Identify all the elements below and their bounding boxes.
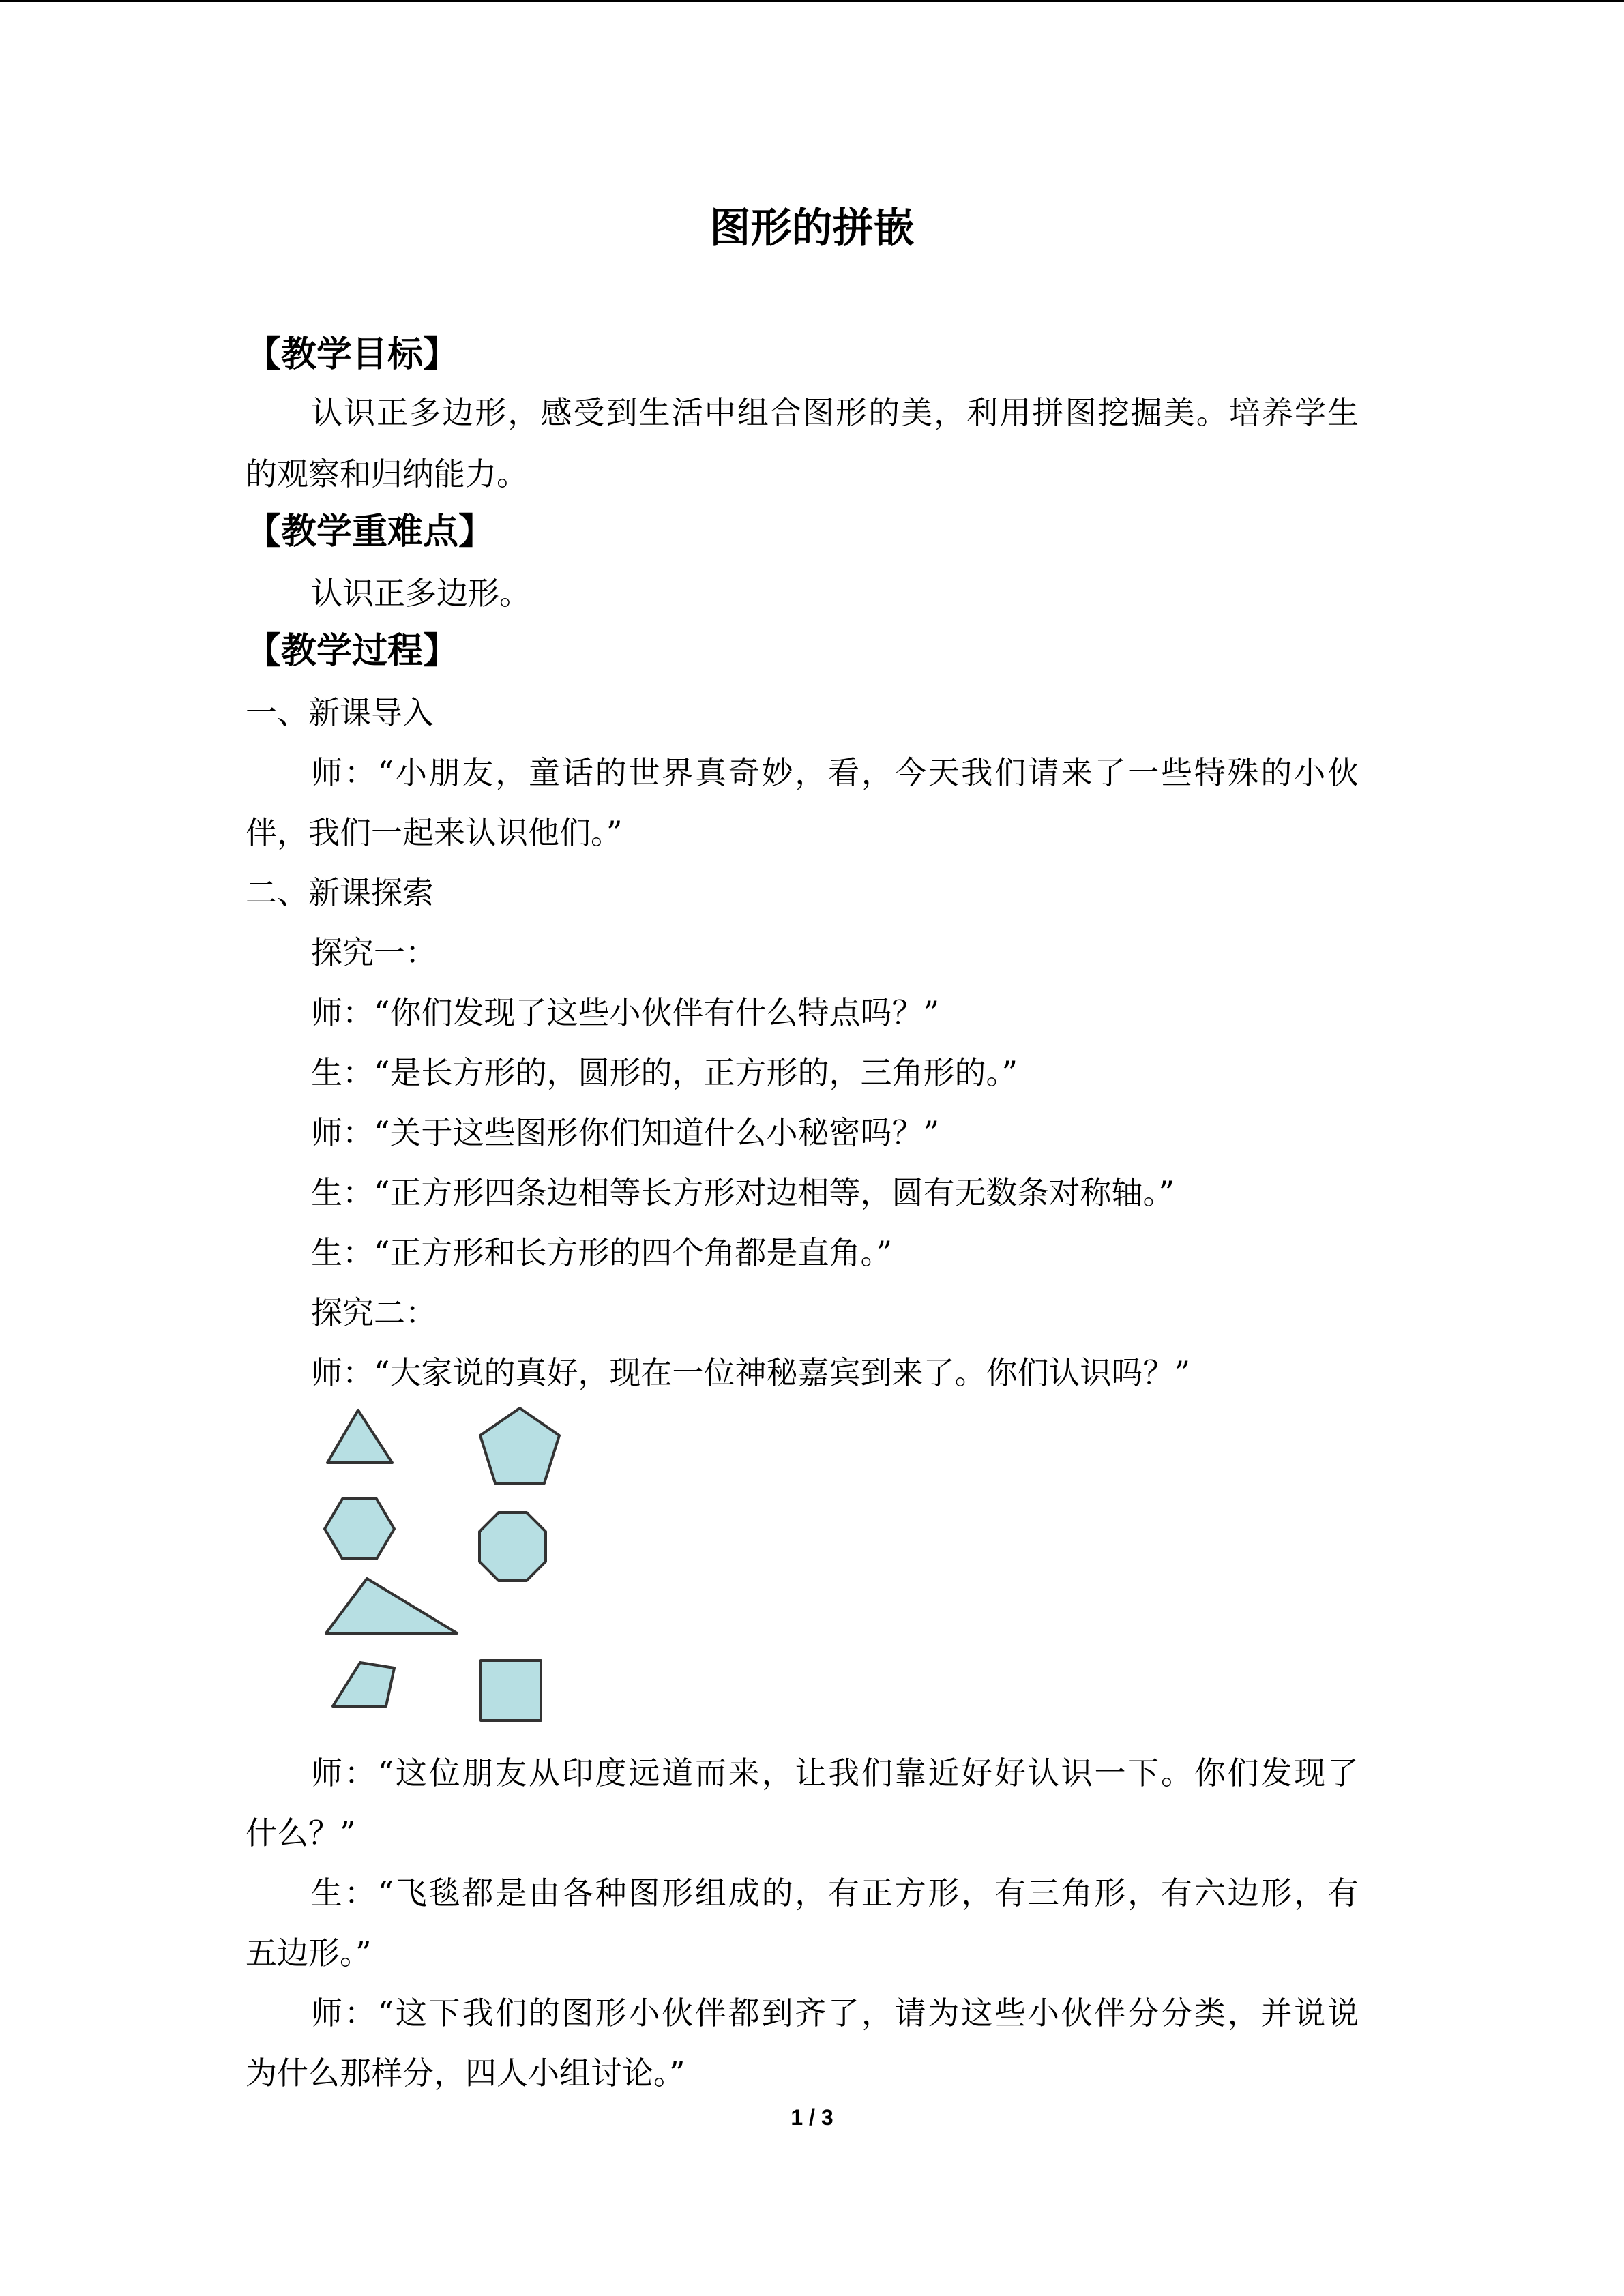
section-heading-keypoints: 【教学重难点】 xyxy=(246,511,494,552)
square-shape xyxy=(481,1660,541,1720)
explore2-label: 探究二： xyxy=(311,1294,437,1331)
page-number: 1 / 3 xyxy=(791,2105,833,2130)
document-title: 图形的拼嵌 xyxy=(709,205,915,252)
part1-paragraph-line2: 伴，我们一起来认识他们。” xyxy=(246,814,623,851)
dialogue-line-3: 师：“关于这些图形你们知道什么小秘密吗？” xyxy=(311,1114,940,1151)
goals-paragraph-line1: 认识正多边形，感受到生活中组合图形的美，利用拼图挖掘美。培养学生 xyxy=(311,394,1359,431)
dialogue-line-9-part2: 为什么那样分，四人小组讨论。” xyxy=(246,2055,685,2091)
goals-paragraph-line2: 的观察和归纳能力。 xyxy=(246,456,528,492)
dialogue-line-9-part1: 师：“这下我们的图形小伙伴都到齐了，请为这些小伙伴分分类，并说说 xyxy=(311,1995,1359,2031)
dialogue-line-5: 生：“正方形和长方形的四个角都是直角。” xyxy=(311,1234,893,1271)
top-border xyxy=(0,0,1624,2)
quadrilateral-shape xyxy=(333,1663,394,1706)
hexagon-shape xyxy=(325,1499,394,1559)
dialogue-line-8-part1: 生：“飞毯都是由各种图形组成的，有正方形，有三角形，有六边形，有 xyxy=(311,1875,1359,1911)
section-heading-goals: 【教学目标】 xyxy=(246,334,459,375)
octagon-shape xyxy=(479,1512,546,1581)
triangle-shape xyxy=(327,1410,392,1463)
right-triangle-shape xyxy=(326,1579,457,1633)
dialogue-line-7-part2: 什么？” xyxy=(246,1815,356,1851)
dialogue-line-2: 生：“是长方形的，圆形的，正方形的，三角形的。” xyxy=(311,1054,1018,1091)
part2-title: 二、新课探索 xyxy=(246,874,434,911)
dialogue-line-4: 生：“正方形四条边相等长方形对边相等，圆有无数条对称轴。” xyxy=(311,1174,1175,1211)
part1-title: 一、新课导入 xyxy=(246,694,434,731)
keypoints-paragraph: 认识正多边形。 xyxy=(311,575,531,612)
dialogue-line-8-part2: 五边形。” xyxy=(246,1935,372,1971)
part1-paragraph-line1: 师：“小朋友，童话的世界真奇妙，看，今天我们请来了一些特殊的小伙 xyxy=(311,754,1359,791)
section-heading-process: 【教学过程】 xyxy=(246,631,459,672)
pentagon-shape xyxy=(480,1408,559,1483)
explore1-label: 探究一： xyxy=(311,934,437,971)
dialogue-line-6: 师：“大家说的真好，现在一位神秘嘉宾到来了。你们认识吗？” xyxy=(311,1354,1191,1391)
dialogue-line-1: 师：“你们发现了这些小伙伴有什么特点吗？” xyxy=(311,994,940,1031)
dialogue-line-7-part1: 师：“这位朋友从印度远道而来，让我们靠近好好认识一下。你们发现了 xyxy=(311,1755,1359,1791)
shapes-figure xyxy=(321,1398,580,1725)
